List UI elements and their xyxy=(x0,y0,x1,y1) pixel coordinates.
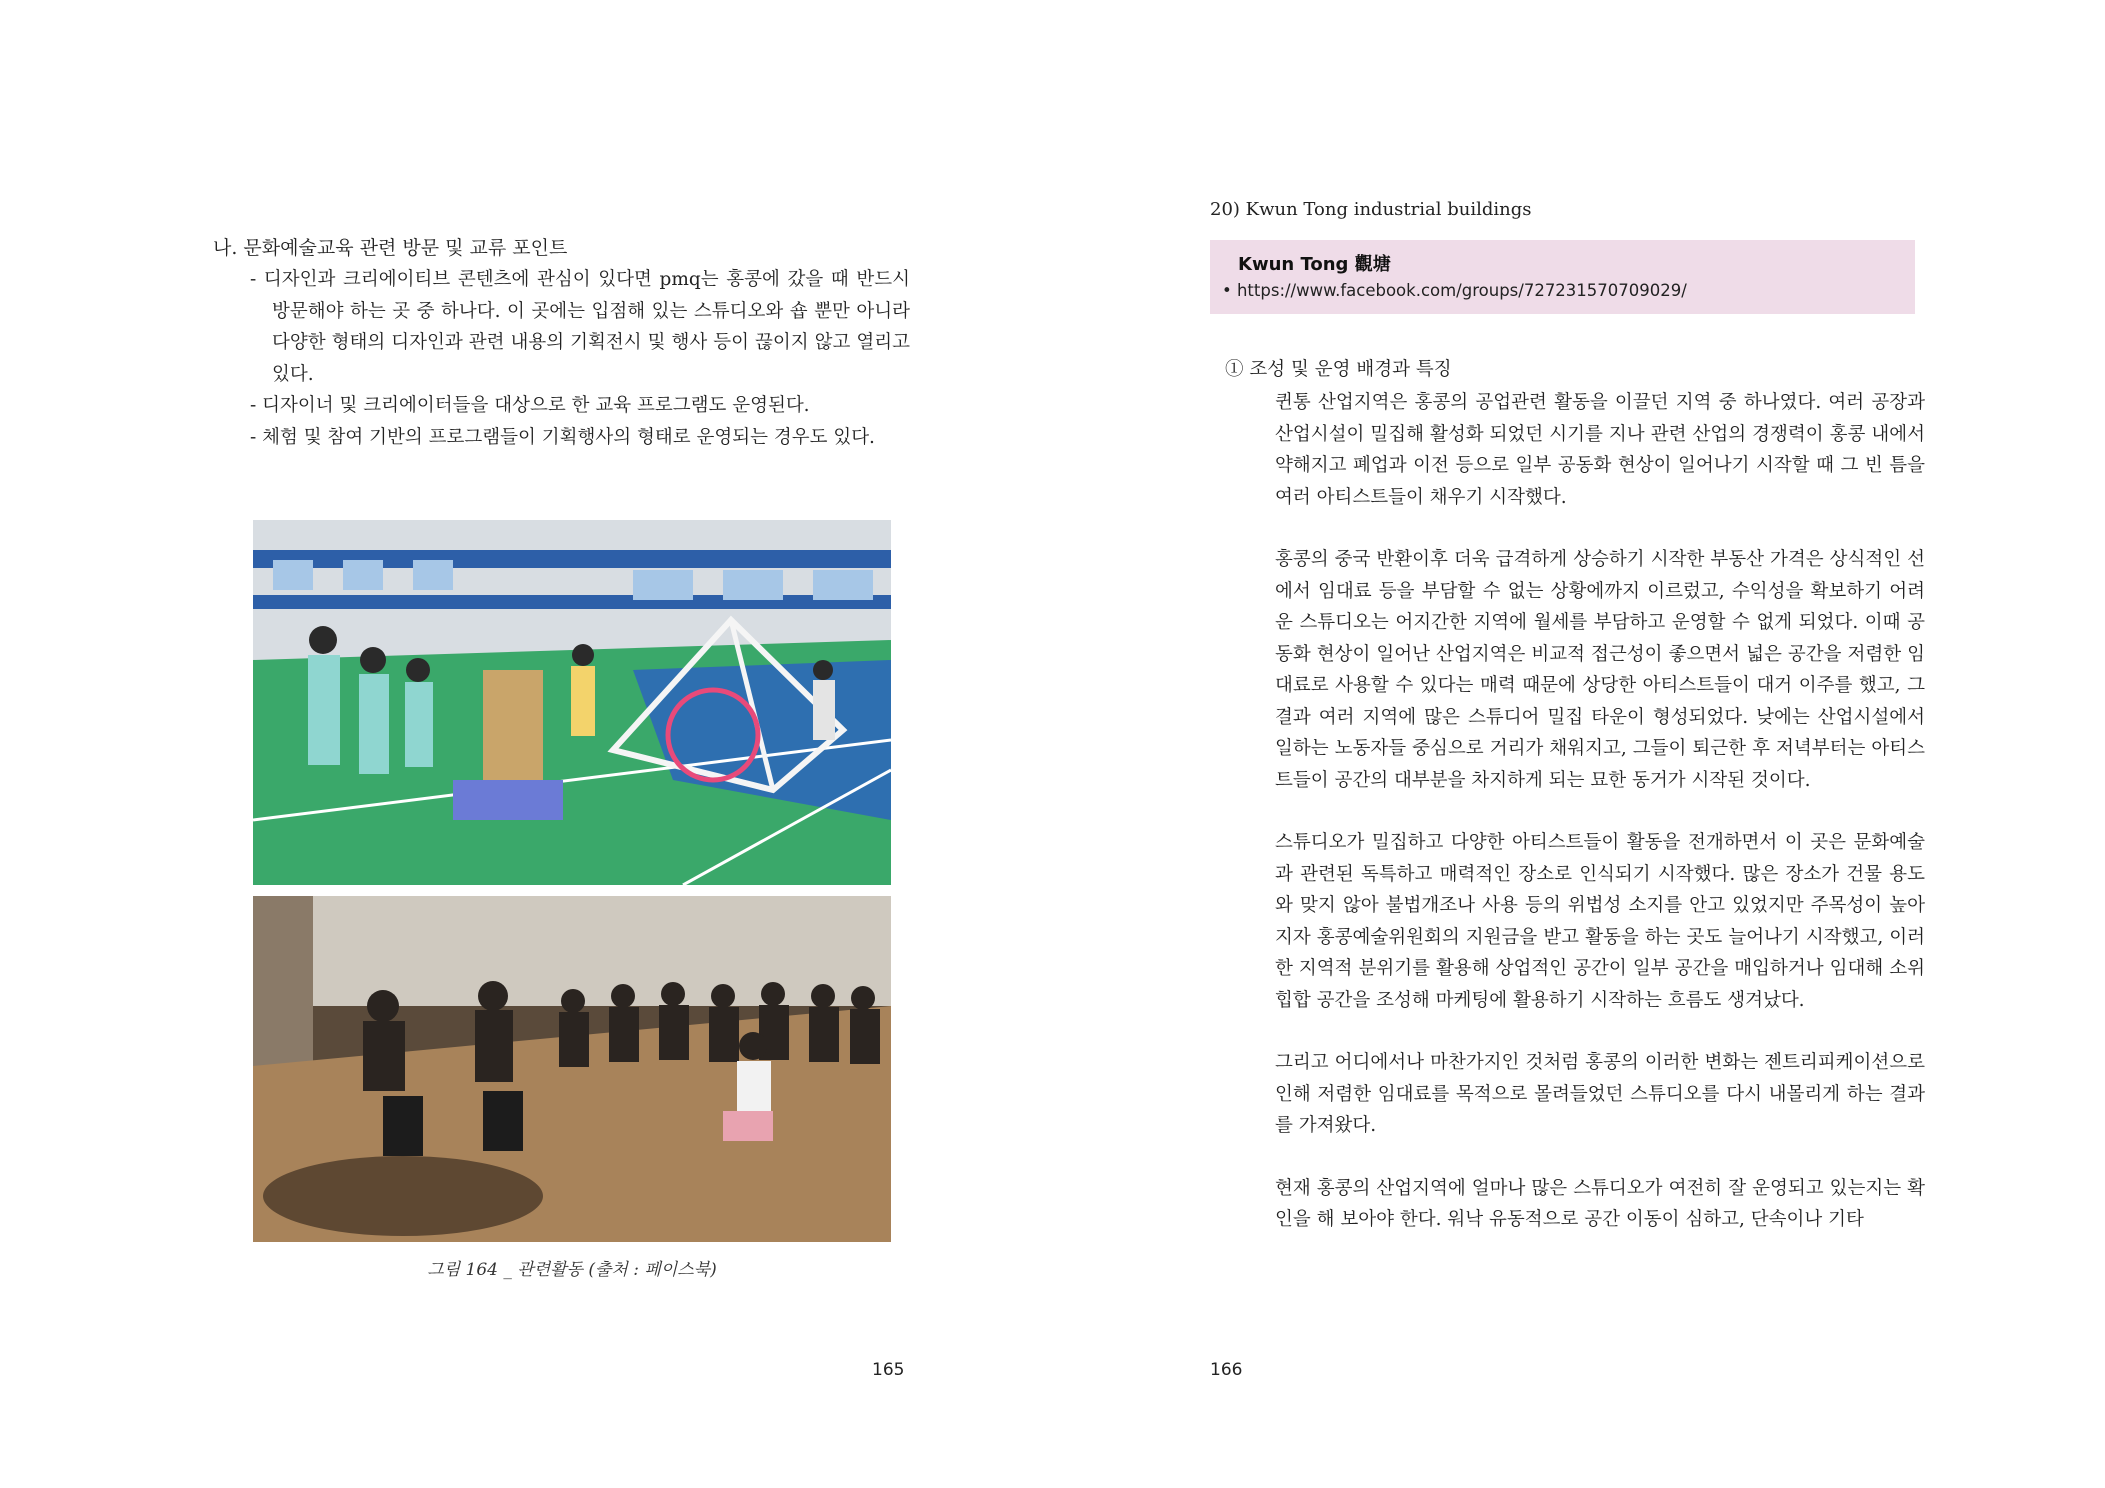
list-item: - 디자이너 및 크리에이터들을 대상으로 한 교육 프로그램도 운영된다. xyxy=(250,395,810,416)
paragraph: 현재 홍콩의 산업지역에 얼마나 많은 스튜디오가 여전히 잘 운영되고 있는지는 확인을 해 보아야 한다. 워낙 유동적으로 공간 이동이 심하고, 단속이나 기타 xyxy=(1275,1177,1925,1230)
facebook-link[interactable]: • https://www.facebook.com/groups/727231570709029/ xyxy=(1222,281,1687,300)
paragraph: 그리고 어디에서나 마찬가지인 것처럼 홍콩의 이러한 변화는 젠트리피케이션으로 인해 저렴한 임대료를 목적으로 몰려들었던 스튜디오를 다시 내몰리게 하는 결과를 가져왔다. xyxy=(1275,1052,1925,1136)
bullet-list xyxy=(250,264,910,453)
figure-caption: 그림 164 _ 관련활동 (출처 : 페이스북) xyxy=(427,1260,717,1280)
list-item: - 디자인과 크리에이티브 콘텐츠에 관심이 있다면 pmq는 홍콩에 갔을 때 반드시 방문해야 하는 곳 중 하나다. 이 곳에는 입점해 있는 스튜디오와 숍 뿐만 아니라 다양한 형태의 디자인과 관련 내용의 기획전시 및 행사 등이 끊이지 않고 열리고 있다. xyxy=(250,269,910,385)
section-title: 20) Kwun Tong industrial buildings xyxy=(1210,199,1532,220)
page-number: 165 xyxy=(872,1360,905,1380)
list-item: - 체험 및 참여 기반의 프로그램들이 기획행사의 형태로 운영되는 경우도 있다. xyxy=(250,426,875,448)
photo-playground-activity xyxy=(253,520,891,885)
body-text xyxy=(1275,387,1925,1236)
left-page xyxy=(0,0,1052,1488)
page-number: 166 xyxy=(1210,1360,1243,1380)
section-heading: 나. 문화예술교육 관련 방문 및 교류 포인트 xyxy=(213,237,568,259)
info-box xyxy=(1210,240,1915,314)
photo-seminar-audience xyxy=(253,896,891,1242)
subheading: ① 조성 및 운영 배경과 특징 xyxy=(1225,359,1452,380)
paragraph: 퀸통 산업지역은 홍콩의 공업관련 활동을 이끌던 지역 중 하나였다. 여러 공장과 산업시설이 밀집해 활성화 되었던 시기를 지나 관련 산업의 경쟁력이 홍콩 내에서 약해지고 폐업과 이전 등으로 일부 공동화 현상이 일어나기 시작할 때 그 빈 틈을 여러 아티스트들이 채우기 시작했다. xyxy=(1275,392,1925,508)
place-name: Kwun Tong 觀塘 xyxy=(1238,254,1391,275)
paragraph: 스튜디오가 밀집하고 다양한 아티스트들이 활동을 전개하면서 이 곳은 문화예술과 관련된 독특하고 매력적인 장소로 인식되기 시작했다. 많은 장소가 건물 용도와 맞지 않아 불법개조나 사용 등의 위법성 소지를 안고 있었지만 주목성이 높아지자 홍콩예술위원회의 지원금을 받고 활동을 하는 곳도 늘어나기 시작했고, 이러한 지역적 분위기를 활용해 상업적인 공간이 일부 공간을 매입하거나 임대해 소위 힙합 공간을 조성해 마케팅에 활용하기 시작하는 흐름도 생겨났다. xyxy=(1275,832,1925,1011)
paragraph: 홍콩의 중국 반환이후 더욱 급격하게 상승하기 시작한 부동산 가격은 상식적인 선에서 임대료 등을 부담할 수 없는 상황에까지 이르렀고, 수익성을 확보하기 어려운 스튜디오는 어지간한 지역에 월세를 부담하고 운영할 수 없게 되었다. 이때 공동화 현상이 일어난 산업지역은 비교적 접근성이 좋으면서 넓은 공간을 저렴한 임대료로 사용할 수 있다는 매력 때문에 상당한 아티스트들이 대거 이주를 했고, 그 결과 여러 지역에 많은 스튜디어 밀집 타운이 형성되었다. 낮에는 산업시설에서 일하는 노동자들 중심으로 거리가 채워지고, 그들이 퇴근한 후 저녁부터는 아티스트들이 공간의 대부분을 차지하게 되는 묘한 동거가 시작된 것이다. xyxy=(1275,549,1925,791)
